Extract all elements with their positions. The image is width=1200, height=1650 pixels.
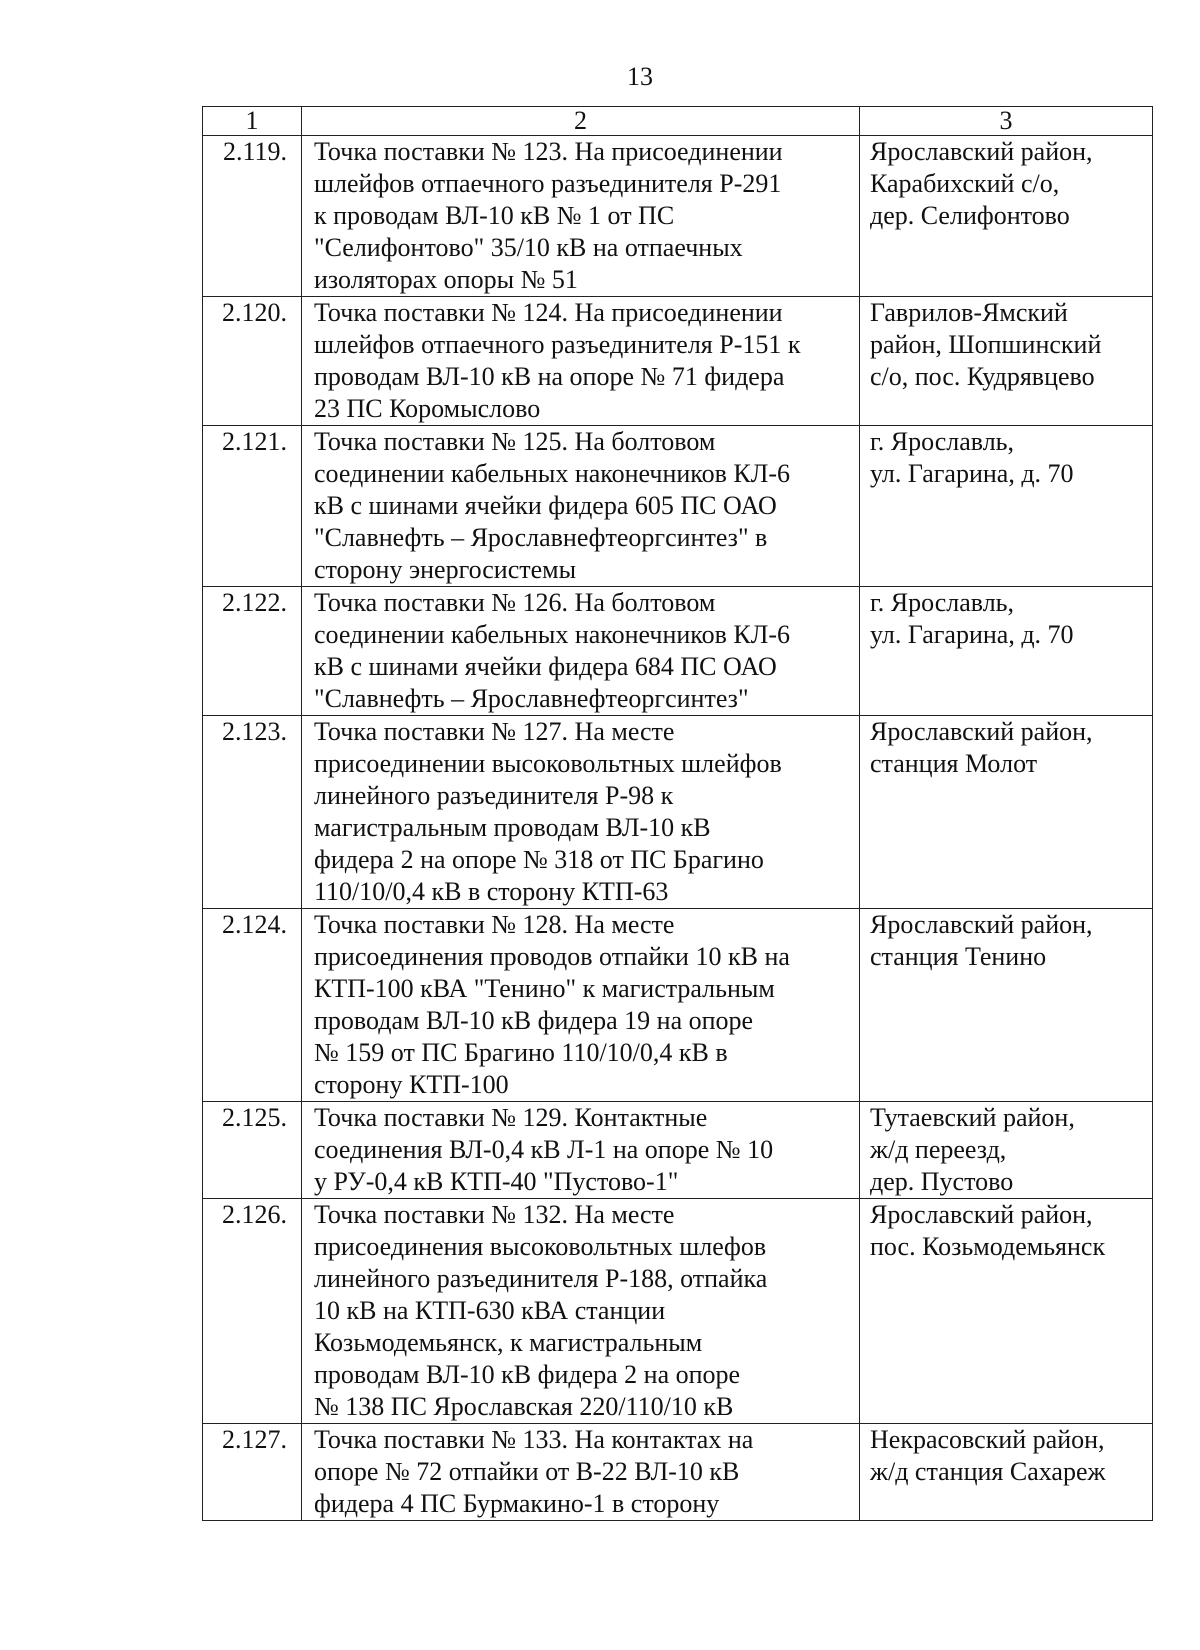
delivery-point-description: Точка поставки № 128. На месте присоединения проводов отпайки 10 кВ на КТП-100 кВА "Тенино" к магистральным проводам ВЛ-10 кВ фидера 19 на опоре № 159 от ПС Брагино 110/10/0,4 кВ в сторону КТП-100 xyxy=(314,910,790,1099)
table-row xyxy=(203,909,1153,1102)
delivery-point-description-cell xyxy=(302,1199,860,1424)
row-number: 2.121. xyxy=(203,426,302,587)
location-cell xyxy=(860,587,1153,716)
location-cell xyxy=(860,426,1153,587)
location-cell xyxy=(860,297,1153,426)
delivery-point-description: Точка поставки № 125. На болтовом соединении кабельных наконечников КЛ-6 кВ с шинами ячейки фидера 605 ПС ОАО "Славнефть – Ярославнефтеоргсинтез" в сторону энергосистемы xyxy=(314,427,791,584)
location-cell xyxy=(860,1199,1153,1424)
location-cell xyxy=(860,1424,1153,1521)
delivery-point-description: Точка поставки № 133. На контактах на опоре № 72 отпайки от В-22 ВЛ-10 кВ фидера 4 ПС Бурмакино-1 в сторону xyxy=(314,1425,754,1518)
delivery-point-description-cell xyxy=(302,1102,860,1199)
delivery-point-description: Точка поставки № 127. На месте присоединении высоковольтных шлейфов линейного разъединителя Р-98 к магистральным проводам ВЛ-10 кВ фидера 2 на опоре № 318 от ПС Брагино 110/10/0,4 кВ в сторону КТП-63 xyxy=(314,717,782,906)
table-row xyxy=(203,1199,1153,1424)
row-number: 2.126. xyxy=(203,1199,302,1424)
row-number: 2.119. xyxy=(203,136,302,297)
row-number: 2.120. xyxy=(203,297,302,426)
delivery-point-description: Точка поставки № 129. Контактные соединения ВЛ-0,4 кВ Л-1 на опоре № 10 у РУ-0,4 кВ КТП-40 "Пустово-1" xyxy=(314,1103,774,1196)
location: Ярославский район, пос. Козьмодемьянск xyxy=(870,1200,1106,1261)
delivery-point-description: Точка поставки № 126. На болтовом соединении кабельных наконечников КЛ-6 кВ с шинами ячейки фидера 684 ПС ОАО "Славнефть – Ярославнефтеоргсинтез" xyxy=(314,588,791,713)
location: г. Ярославль, ул. Гагарина, д. 70 xyxy=(870,588,1074,649)
column-header-2: 2 xyxy=(302,107,860,136)
location-cell xyxy=(860,716,1153,909)
page-number: 13 xyxy=(627,62,653,91)
delivery-point-description: Точка поставки № 123. На присоединении шлейфов отпаечного разъединителя Р-291 к проводам ВЛ-10 кВ № 1 от ПС "Селифонтово" 35/10 кВ на отпаечных изоляторах опоры № 51 xyxy=(314,137,783,294)
location: Гаврилов-Ямский район, Шопшинский с/о, пос. Кудрявцево xyxy=(870,298,1102,391)
delivery-point-description-cell xyxy=(302,1424,860,1521)
row-number: 2.125. xyxy=(203,1102,302,1199)
delivery-point-description: Точка поставки № 124. На присоединении шлейфов отпаечного разъединителя Р-151 к проводам ВЛ-10 кВ на опоре № 71 фидера 23 ПС Коромыслово xyxy=(314,298,801,423)
row-number: 2.124. xyxy=(203,909,302,1102)
table-header-row xyxy=(203,107,1153,136)
column-header-1: 1 xyxy=(203,107,302,136)
location: Ярославский район, Карабихский с/о, дер. Селифонтово xyxy=(870,137,1093,230)
column-header-3: 3 xyxy=(860,107,1153,136)
location: Некрасовский район, ж/д станция Сахареж xyxy=(870,1425,1106,1486)
table-row xyxy=(203,716,1153,909)
delivery-point-description: Точка поставки № 132. На месте присоединения высоковольтных шлефов линейного разъединителя Р-188, отпайка 10 кВ на КТП-630 кВА станции Козьмодемьянск, к магистральным проводам ВЛ-10 кВ фидера 2 на опоре № 138 ПС Ярославская 220/110/10 кВ xyxy=(314,1200,768,1421)
table-row xyxy=(203,297,1153,426)
delivery-point-description-cell xyxy=(302,136,860,297)
location-cell xyxy=(860,909,1153,1102)
row-number: 2.127. xyxy=(203,1424,302,1521)
location: Ярославский район, станция Молот xyxy=(870,717,1093,778)
table-row xyxy=(203,136,1153,297)
delivery-point-description-cell xyxy=(302,716,860,909)
location: г. Ярославль, ул. Гагарина, д. 70 xyxy=(870,427,1074,488)
delivery-points-table xyxy=(202,106,1153,1521)
location-cell xyxy=(860,136,1153,297)
delivery-point-description-cell xyxy=(302,426,860,587)
table-row xyxy=(203,1102,1153,1199)
table-row xyxy=(203,426,1153,587)
table-row xyxy=(203,1424,1153,1521)
row-number: 2.122. xyxy=(203,587,302,716)
row-number: 2.123. xyxy=(203,716,302,909)
delivery-point-description-cell xyxy=(302,297,860,426)
delivery-point-description-cell xyxy=(302,587,860,716)
delivery-point-description-cell xyxy=(302,909,860,1102)
location-cell xyxy=(860,1102,1153,1199)
location: Ярославский район, станция Тенино xyxy=(870,910,1093,971)
table-row xyxy=(203,587,1153,716)
location: Тутаевский район, ж/д переезд, дер. Пустово xyxy=(870,1103,1075,1196)
